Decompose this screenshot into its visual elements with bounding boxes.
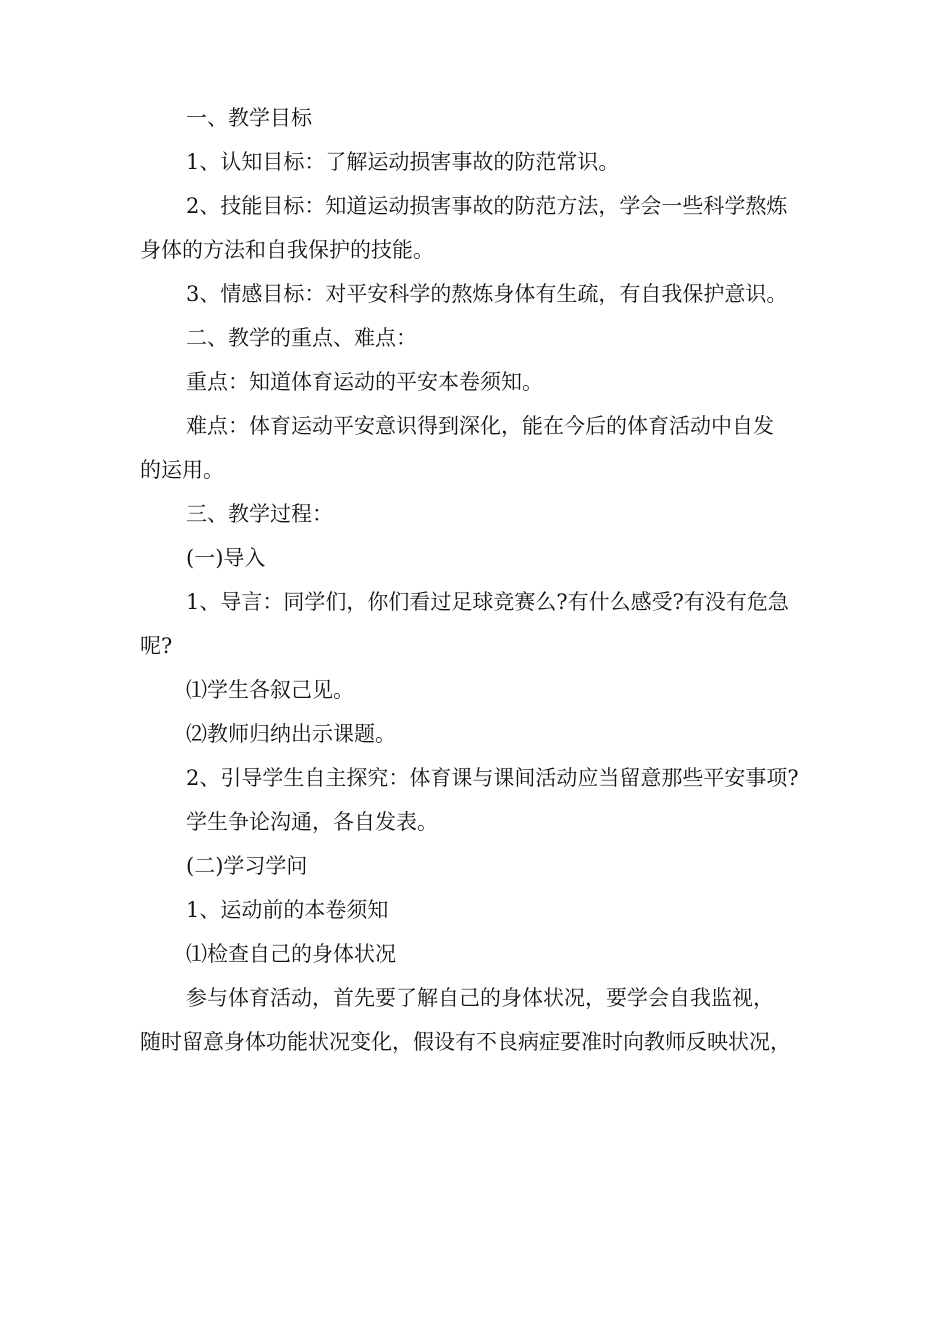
paragraph-line: 1、运动前的本卷须知 — [186, 898, 389, 922]
paragraph-line: 呢? — [140, 634, 173, 658]
heading-teaching-process: 三、教学过程： — [186, 502, 333, 526]
paragraph-line: 难点：体育运动平安意识得到深化，能在今后的体育活动中自发 — [186, 414, 774, 438]
heading-key-points: 二、教学的重点、难点： — [186, 326, 417, 350]
paragraph-line: 身体的方法和自我保护的技能。 — [140, 238, 434, 262]
paragraph-line: 重点：知道体育运动的平安本卷须知。 — [186, 370, 543, 394]
paragraph-line: ⑴学生各叙己见。 — [186, 678, 354, 702]
paragraph-line: 2、技能目标：知道运动损害事故的防范方法，学会一些科学熬炼 — [186, 194, 788, 218]
paragraph-line: 2、引导学生自主探究：体育课与课间活动应当留意那些平安事项? — [186, 766, 799, 790]
paragraph-line: ⑴检查自己的身体状况 — [186, 942, 396, 966]
paragraph-line: 1、认知目标：了解运动损害事故的防范常识。 — [186, 150, 620, 174]
paragraph-line: 的运用。 — [140, 458, 224, 482]
paragraph-line: 1、导言：同学们，你们看过足球竞赛么?有什么感受?有没有危急 — [186, 590, 789, 614]
document-body — [140, 96, 820, 1064]
subheading-learning: (二)学习学问 — [186, 854, 308, 878]
subheading-introduction: (一)导入 — [186, 546, 266, 570]
heading-teaching-goals: 一、教学目标 — [186, 106, 312, 130]
paragraph-line: 学生争论沟通，各自发表。 — [186, 810, 438, 834]
paragraph-line: 随时留意身体功能状况变化，假设有不良病症要准时向教师反映状况， — [140, 1030, 791, 1054]
paragraph-line: ⑵教师归纳出示课题。 — [186, 722, 396, 746]
paragraph-line: 3、情感目标：对平安科学的熬炼身体有生疏，有自我保护意识。 — [186, 282, 788, 306]
paragraph-line: 参与体育活动，首先要了解自己的身体状况，要学会自我监视， — [186, 986, 774, 1010]
